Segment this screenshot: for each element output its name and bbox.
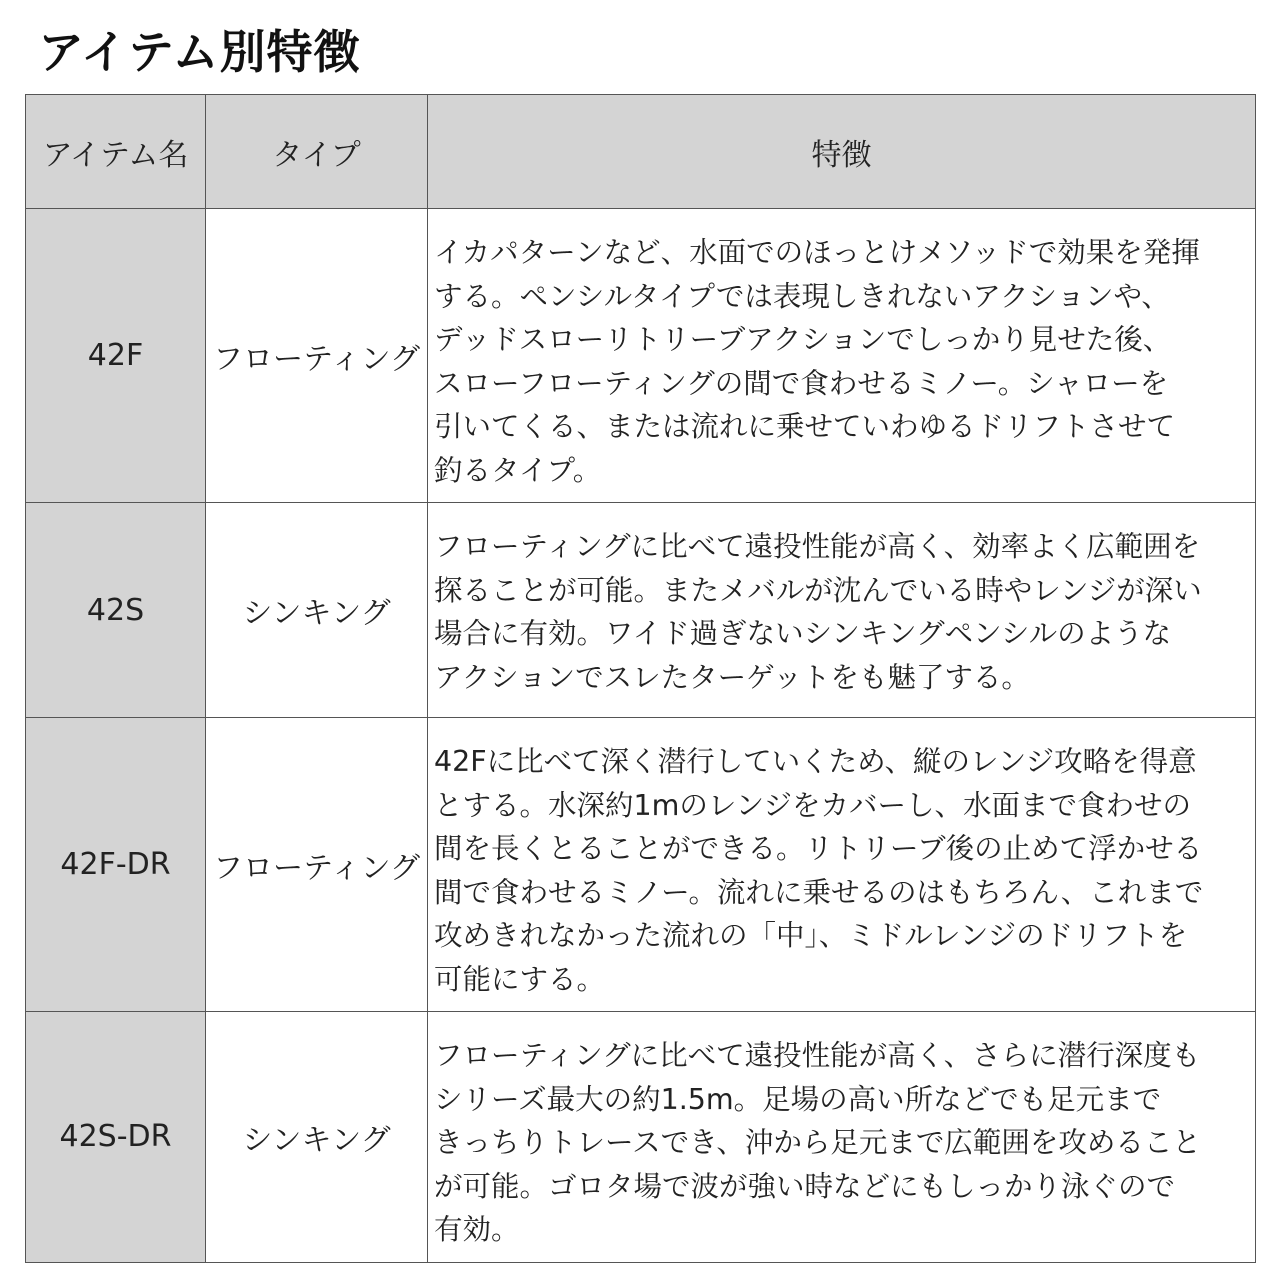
feature-text-line: 探ることが可能。またメバルが沈んでいる時やレンジが深い — [434, 573, 1202, 607]
table-row — [26, 718, 1256, 1012]
item-features-cell — [428, 1012, 1256, 1263]
feature-text-line: 場合に有効。ワイド過ぎないシンキングペンシルのような — [434, 617, 1172, 650]
page-title: アイテム別特徴 — [38, 25, 361, 79]
feature-text-line: 釣るタイプ。 — [434, 453, 602, 487]
item-name-cell: 42F — [26, 209, 206, 503]
item-features-cell — [428, 503, 1256, 718]
feature-text-line: きっちりトレースでき、沖から足元まで広範囲を攻めること — [434, 1126, 1201, 1159]
feature-text-line: フローティングに比べて遠投性能が高く、さらに潜行深度も — [434, 1039, 1201, 1072]
feature-text-line: が可能。ゴロタ場で波が強い時などにもしっかり泳ぐので — [434, 1169, 1176, 1203]
header-item-name: アイテム名 — [26, 95, 206, 209]
feature-text-line: 引いてくる、または流れに乗せていわゆるドリフトさせて — [434, 410, 1176, 443]
table-row — [26, 503, 1256, 718]
table-header-row — [26, 95, 1256, 209]
feature-text-line: デッドスローリトリーブアクションでしっかり見せた後、 — [434, 323, 1172, 356]
item-features-cell — [428, 718, 1256, 1012]
header-features: 特徴 — [428, 95, 1256, 209]
feature-text-line: アクションでスレたターゲットをも魅了する。 — [434, 660, 1030, 694]
item-features-cell — [428, 209, 1256, 503]
feature-text-line: 攻めきれなかった流れの「中」、ミドルレンジのドリフトを — [434, 919, 1188, 952]
feature-text-line: 42Fに比べて深く潜行していくため、縦のレンジ攻略を得意 — [434, 745, 1197, 778]
feature-text-line: 間を長くとることができる。リトリーブ後の止めて浮かせる — [434, 832, 1203, 865]
feature-text-line: シリーズ最大の約1.5m。足場の高い所などでも足元まで — [434, 1082, 1162, 1116]
feature-text-line: フローティングに比べて遠投性能が高く、効率よく広範囲を — [434, 530, 1201, 563]
item-type-cell: シンキング — [206, 1012, 428, 1263]
item-name-cell: 42S-DR — [26, 1012, 206, 1263]
item-name-cell: 42S — [26, 503, 206, 718]
item-features-table — [25, 94, 1256, 1263]
item-type-cell: フローティング — [206, 718, 428, 1012]
feature-text-line: イカパターンなど、水面でのほっとけメソッドで効果を発揮 — [434, 236, 1200, 269]
item-type-cell: フローティング — [206, 209, 428, 503]
feature-text-line: とする。水深約1mのレンジをカバーし、水面まで食わせの — [434, 788, 1191, 822]
feature-text-line: する。ペンシルタイプでは表現しきれないアクションや、 — [434, 279, 1170, 313]
feature-text-line: 間で食わせるミノー。流れに乗せるのはもちろん、これまで — [434, 875, 1204, 909]
table-row — [26, 209, 1256, 503]
feature-text-line: 可能にする。 — [434, 962, 606, 996]
item-type-cell: シンキング — [206, 503, 428, 718]
header-type: タイプ — [206, 95, 428, 209]
table-row — [26, 1012, 1256, 1263]
feature-text-line: スローフローティングの間で食わせるミノー。シャローを — [434, 366, 1169, 400]
feature-text-line: 有効。 — [434, 1213, 520, 1246]
item-name-cell: 42F-DR — [26, 718, 206, 1012]
